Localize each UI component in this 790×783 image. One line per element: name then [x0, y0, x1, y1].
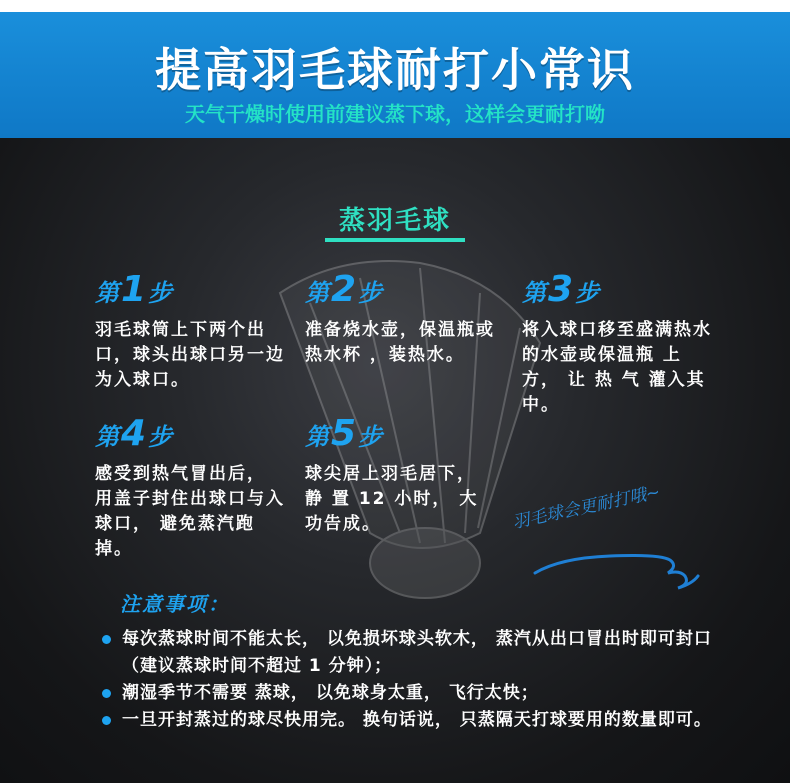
step-2-text: 准备烧水壶，保温瓶或热水杯 ，装热水。 [305, 320, 495, 365]
step-5-prefix: 第 [305, 423, 329, 451]
notes-list [100, 626, 720, 734]
step-3-text: 将入球口移至盛满热水的水壶或保温瓶 上 方， 让 热 气 灌入其中。 [522, 320, 712, 415]
bullet-dot-icon [102, 716, 111, 725]
header-banner [0, 12, 790, 138]
bullet-dot-icon [102, 689, 111, 698]
section-underline [325, 238, 465, 242]
step-4-heading [95, 414, 285, 454]
step-2-number: 2 [331, 269, 357, 310]
step-1-prefix: 第 [95, 279, 119, 307]
step-1-heading [95, 270, 285, 310]
notes-item-text: 每次蒸球时间不能太长， 以免损坏球头软木， 蒸汽从出口冒出时即可封口 （建议蒸球时间不超过 1 分钟）； [122, 629, 712, 676]
step-4-suffix: 步 [148, 423, 173, 451]
content-panel [0, 138, 790, 783]
step-5-suffix: 步 [358, 423, 383, 451]
step-4-text: 感受到热气冒出后， 用盖子封住出球口与入球口， 避免蒸汽跑掉。 [95, 464, 285, 559]
step-2-suffix: 步 [358, 279, 383, 307]
step-2-heading [305, 270, 495, 310]
notes-item-text: 潮湿季节不需要 蒸球， 以免球身太重， 飞行太快； [122, 683, 539, 703]
step-1-text: 羽毛球筒上下两个出口，球头出球口另一边为入球口。 [95, 320, 285, 390]
notes-item [100, 707, 720, 734]
step-4 [95, 414, 285, 562]
step-2 [305, 270, 495, 368]
notes-title: 注意事项： [120, 592, 230, 616]
step-5-text: 球尖居上羽毛居下， 静 置 12 小时， 大功告成。 [305, 464, 479, 534]
handwritten-note: 羽毛球会更耐打哦~ [510, 482, 662, 533]
notes-item [100, 626, 720, 680]
step-2-prefix: 第 [305, 279, 329, 307]
notes-item-text: 一旦开封蒸过的球尽快用完。 换句话说， 只蒸隔天打球要用的数量即可。 [122, 710, 712, 730]
step-5-heading [305, 414, 495, 454]
step-1-suffix: 步 [148, 279, 173, 307]
page-subtitle: 天气干燥时使用前建议蒸下球，这样会更耐打呦 [185, 102, 605, 126]
step-5 [305, 414, 495, 537]
notes-item [100, 680, 720, 707]
step-5-number: 5 [331, 413, 357, 454]
page-title: 提高羽毛球耐打小常识 [155, 43, 635, 97]
section-title: 蒸羽毛球 [338, 206, 451, 236]
step-1-number: 1 [121, 269, 147, 310]
squiggle-stroke [520, 518, 720, 598]
step-1 [95, 270, 285, 393]
step-4-prefix: 第 [95, 423, 119, 451]
step-4-number: 4 [121, 413, 147, 454]
step-3 [522, 270, 712, 418]
step-3-number: 3 [548, 269, 574, 310]
bullet-dot-icon [102, 635, 111, 644]
step-3-suffix: 步 [575, 279, 600, 307]
step-3-heading [522, 270, 712, 310]
step-3-prefix: 第 [522, 279, 546, 307]
